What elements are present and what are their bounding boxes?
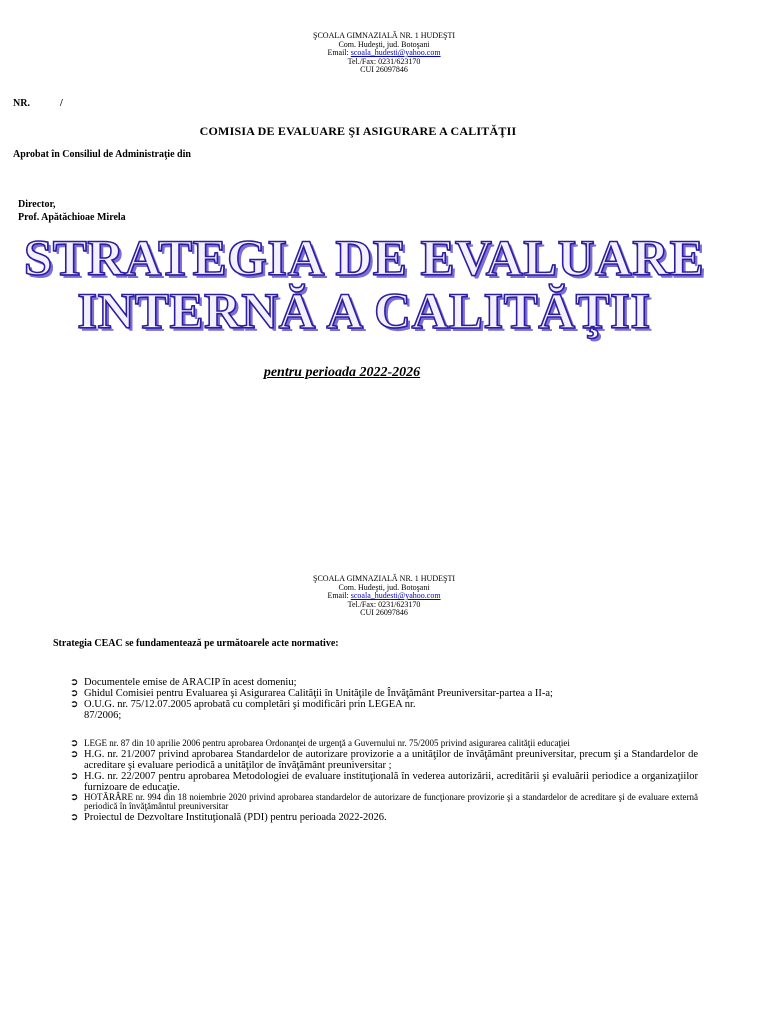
commission-title: COMISIA DE EVALUARE ŞI ASIGURARE A CALITĂŢII <box>199 124 517 138</box>
school-cui: CUI 26097846 <box>360 608 408 618</box>
bullet-arrow-icon: ➲ <box>70 748 79 760</box>
director-role: Director, <box>18 199 56 210</box>
bullet-arrow-icon: ➲ <box>70 770 79 782</box>
bullet-arrow-icon: ➲ <box>70 811 79 823</box>
normative-acts-list-2 <box>70 739 698 823</box>
school-name: ŞCOALA GIMNAZIALĂ NR. 1 HUDEŞTI <box>313 574 455 583</box>
director-name: Prof. Apătăchioae Mirela <box>18 212 126 223</box>
bullet-arrow-icon: ➲ <box>70 791 79 803</box>
bullet-arrow-icon: ➲ <box>70 699 79 710</box>
school-email-link[interactable]: scoala_hudesti@yahoo.com <box>350 48 441 58</box>
school-address: Com. Hudeşti, jud. Botoşani <box>338 582 430 592</box>
school-email-line: Email: scoala_hudesti@yahoo.com <box>327 591 441 601</box>
list-item: ➲ H.G. nr. 22/2007 pentru aprobarea Metodologiei de evaluare instituţională în vederea autorizării, acreditării şi evaluării periodice a organizaţiilor furnizoare de educaţie. <box>70 770 698 793</box>
list-item: ➲ Proiectul de Dezvoltare Instituţională (PDI) pentru perioada 2022-2026. <box>70 811 387 823</box>
school-phone: Tel./Fax: 0231/623170 <box>347 56 421 66</box>
main-title-line2: INTERNĂ A CALITĂŢII <box>77 284 651 340</box>
registration-number: NR. / <box>13 98 63 109</box>
bullet-arrow-icon: ➲ <box>70 677 79 688</box>
approved-text: Aprobat în Consiliul de Administraţie din <box>13 149 191 160</box>
school-header-top <box>0 32 768 75</box>
school-phone: Tel./Fax: 0231/623170 <box>347 599 421 609</box>
school-email-link[interactable]: scoala_hudesti@yahoo.com <box>350 591 441 601</box>
director-block <box>18 198 126 224</box>
list-item: ➲ O.U.G. nr. 75/12.07.2005 aprobată cu completări şi modificări prin LEGEA nr. 87/2006; <box>70 699 416 721</box>
bullet-arrow-icon: ➲ <box>70 688 79 699</box>
school-name: ŞCOALA GIMNAZIALĂ NR. 1 HUDEŞTI <box>313 31 455 40</box>
school-header-page2 <box>0 575 768 618</box>
school-cui: CUI 26097846 <box>360 65 408 75</box>
bullet-arrow-icon: ➲ <box>70 738 79 749</box>
normative-acts-list-1 <box>70 677 698 721</box>
school-email-line: Email: scoala_hudesti@yahoo.com <box>327 48 441 58</box>
school-address: Com. Hudeşti, jud. Botoşani <box>338 39 430 49</box>
list-item: ➲ Documentele emise de ARACIP în acest domeniu; <box>70 677 297 688</box>
list-item: ➲ H.G. nr. 21/2007 privind aprobarea Standardelor de autorizare provizorie a a unităţilor de învăţământ preuniversitar, precum şi a Standardelor de acreditare şi evaluare periodică a unităţilor de învăţământ preuniversitar ; <box>70 748 698 771</box>
list-item: ➲ LEGE nr. 87 din 10 aprilie 2006 pentru aprobarea Ordonanţei de urgenţă a Guvernului nr. 75/2005 privind asigurarea calităţii educaţiei <box>70 738 570 749</box>
strategy-intro: Strategia CEAC se fundamentează pe următoarele acte normative: <box>53 638 339 649</box>
list-item: ➲ HOTĂRÂRE nr. 994 din 18 noiembrie 2020 privind aprobarea standardelor de autorizare de funcţionare provizorie şi a standardelor de acreditare şi de evaluare externă periodică în învăţământul preuniversitar <box>70 791 698 812</box>
main-title-line1: STRATEGIA DE EVALUARE <box>23 231 705 287</box>
period-subtitle: pentru perioada 2022-2026 <box>263 365 421 380</box>
list-item: ➲ Ghidul Comisiei pentru Evaluarea şi Asigurarea Calităţii în Unităţile de Învăţământ Preuniversitar-partea a II-a; <box>70 688 553 699</box>
